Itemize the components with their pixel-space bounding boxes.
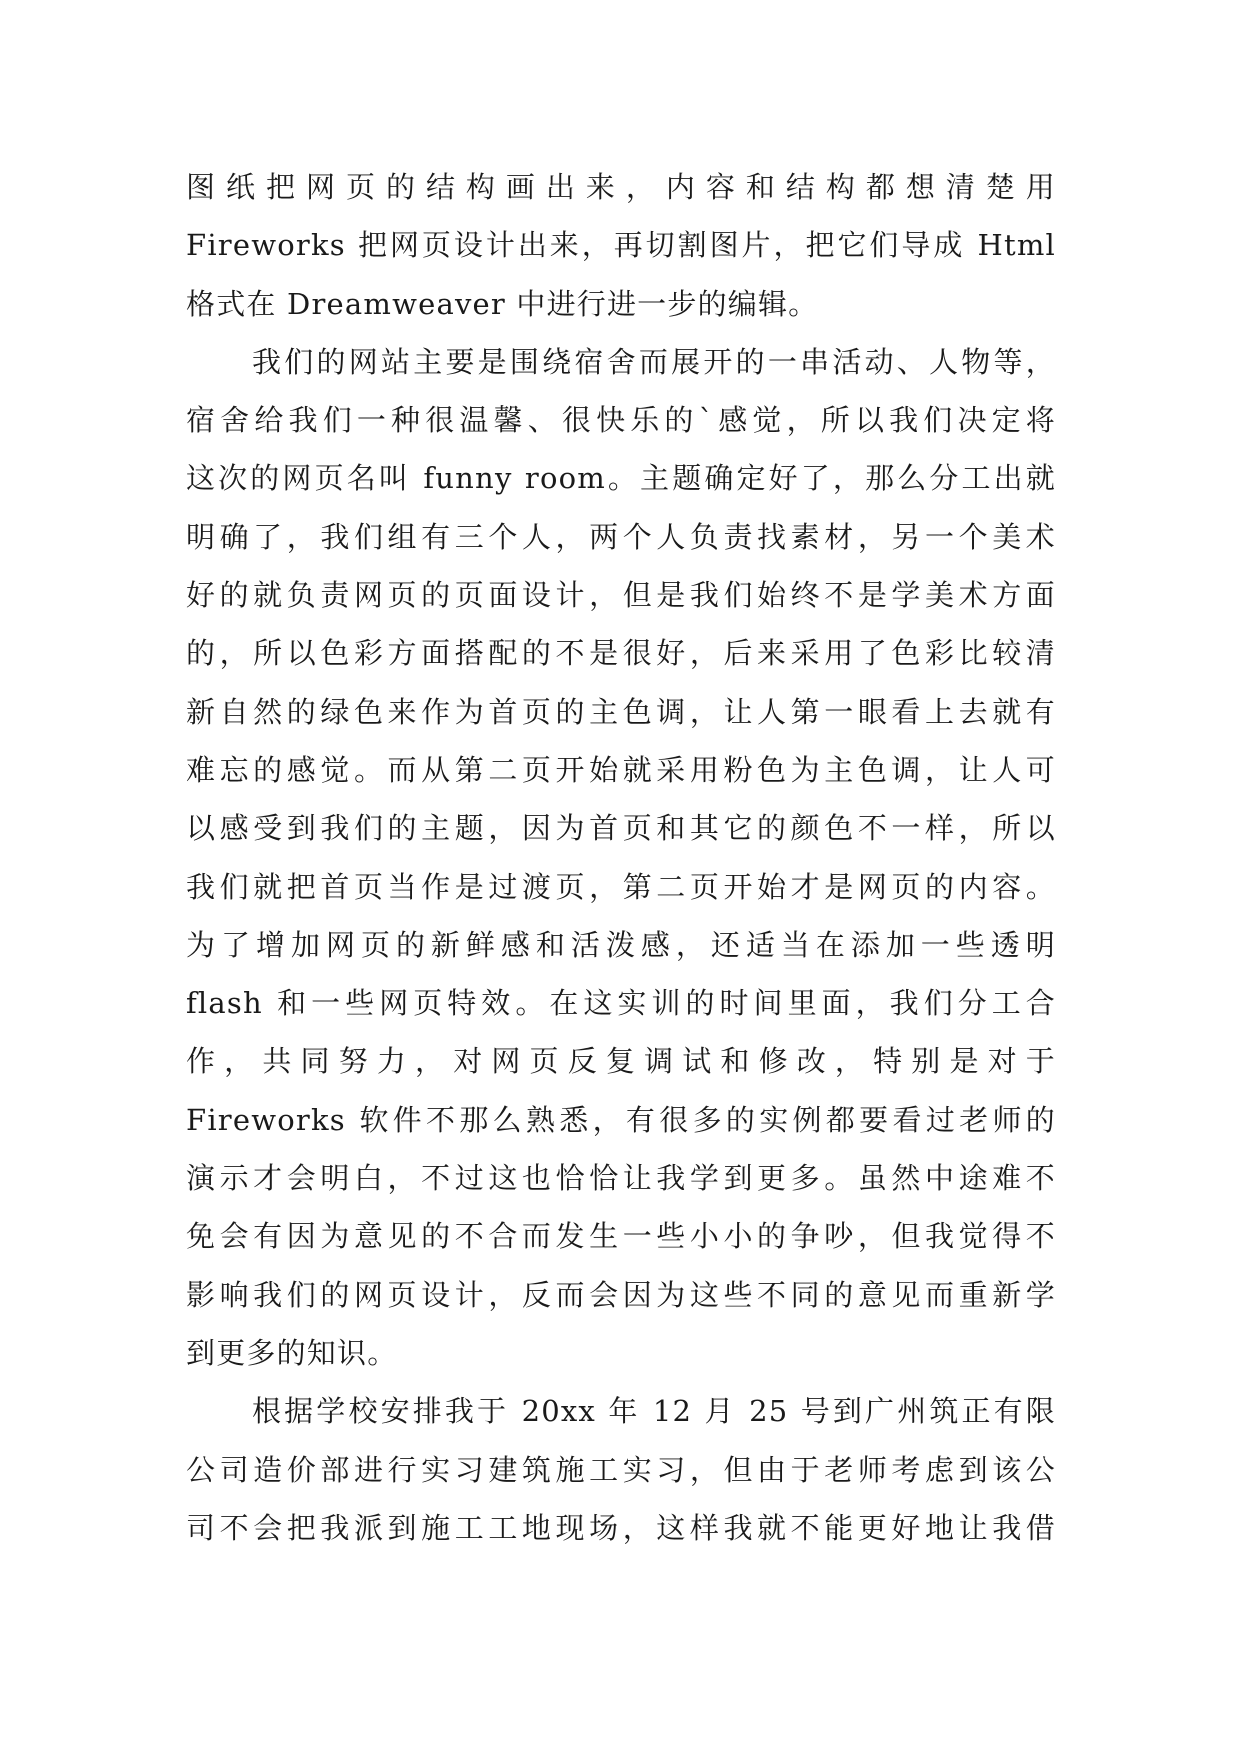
text-line: 公司造价部进行实习建筑施工实习，但由于老师考虑到该公: [186, 1452, 1056, 1487]
text-line: 司不会把我派到施工工地现场，这样我就不能更好地让我借: [186, 1510, 1056, 1545]
text-line: 到更多的知识。: [186, 1335, 398, 1370]
text-line: 这次的网页名叫 funny room。主题确定好了，那么分工出就: [186, 461, 1056, 496]
text-line: 影响我们的网页设计，反而会因为这些不同的意见而重新学: [186, 1277, 1056, 1312]
text-line: flash 和一些网页特效。在这实训的时间里面，我们分工合: [186, 986, 1056, 1021]
text-line: 我们就把首页当作是过渡页，第二页开始才是网页的内容。: [186, 869, 1056, 904]
body-text: [186, 158, 1056, 1557]
text-line: 免会有因为意见的不合而发生一些小小的争吵，但我觉得不: [186, 1219, 1056, 1254]
text-line: 的，所以色彩方面搭配的不是很好，后来采用了色彩比较清: [186, 636, 1056, 671]
text-line: 以感受到我们的主题，因为首页和其它的颜色不一样，所以: [186, 811, 1056, 846]
text-line: 图纸把网页的结构画出来，内容和结构都想清楚用: [186, 170, 1056, 204]
text-line: 新自然的绿色来作为首页的主色调，让人第一眼看上去就有: [186, 694, 1056, 729]
text-line: 难忘的感觉。而从第二页开始就采用粉色为主色调，让人可: [186, 752, 1056, 787]
text-line: 我们的网站主要是围绕宿舍而展开的一串活动、人物等，: [252, 344, 1056, 379]
text-line: Fireworks 软件不那么熟悉，有很多的实例都要看过老师的: [186, 1102, 1056, 1137]
text-line: 明确了，我们组有三个人，两个人负责找素材，另一个美术: [186, 519, 1056, 554]
text-line: 根据学校安排我于 20xx 年 12 月 25 号到广州筑正有限: [252, 1394, 1056, 1429]
text-line: Fireworks 把网页设计出来，再切割图片，把它们导成 Html: [186, 228, 1056, 263]
text-line: 好的就负责网页的页面设计，但是我们始终不是学美术方面: [186, 578, 1056, 613]
text-line: 宿舍给我们一种很温馨、很快乐的`感觉，所以我们决定将: [186, 403, 1056, 438]
text-line: 作，共同努力，对网页反复调试和修改，特别是对于: [186, 1044, 1056, 1079]
text-line: 演示才会明白，不过这也恰恰让我学到更多。虽然中途难不: [186, 1161, 1056, 1196]
text-line: 格式在 Dreamweaver 中进行进一步的编辑。: [186, 286, 819, 321]
text-line: 为了增加网页的新鲜感和活泼感，还适当在添加一些透明: [186, 927, 1056, 962]
